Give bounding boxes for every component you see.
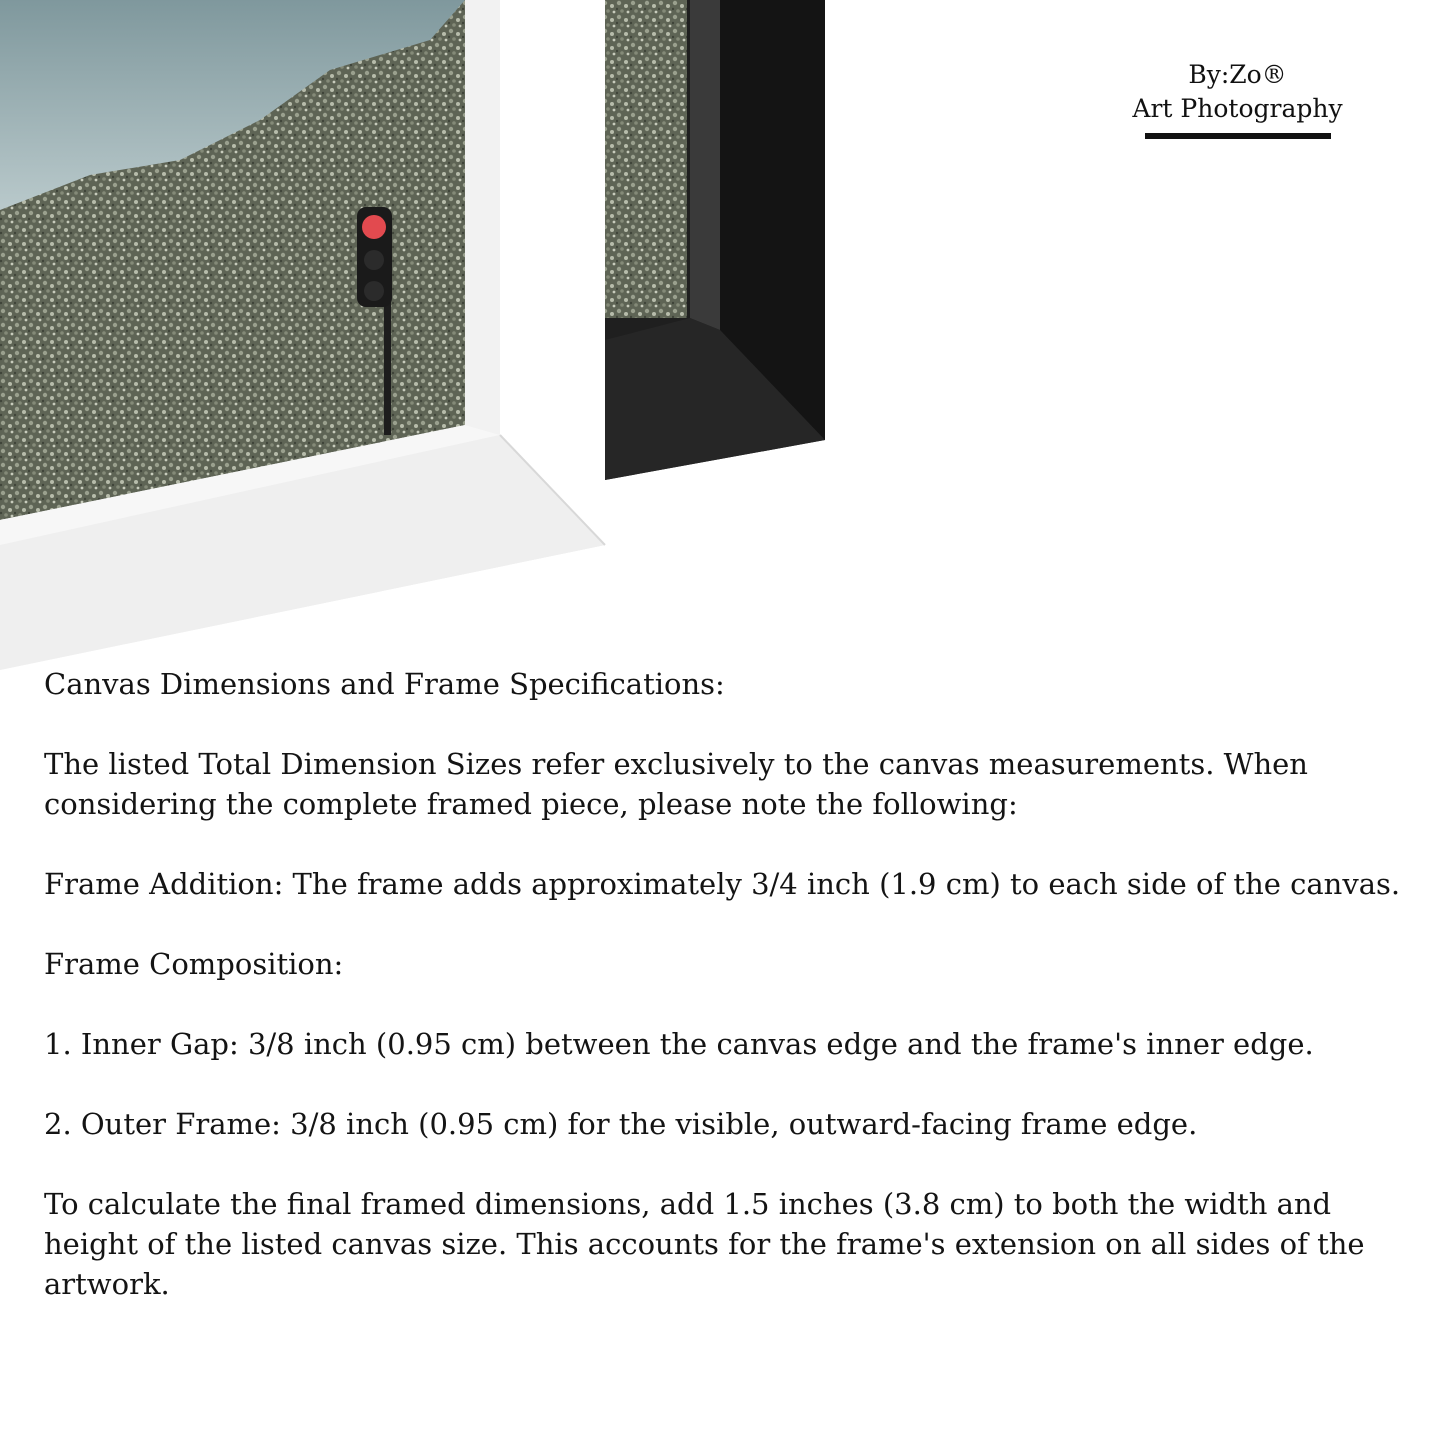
specs-calculation: To calculate the final framed dimensions, add 1.5 inches (3.8 cm) to both the width and height of the listed canvas size. This accounts for the frame's extension on all sides of the artwork. [44,1187,1365,1301]
specs-composition-heading: Frame Composition: [44,947,344,981]
white-frame [0,0,605,670]
specs-outer-frame: 2. Outer Frame: 3/8 inch (0.95 cm) for the visible, outward-facing frame edge. [44,1107,1198,1141]
brand-name: By:Zo® [1188,60,1287,89]
black-frame [605,0,825,480]
specs-frame-addition: Frame Addition: The frame adds approximately 3/4 inch (1.9 cm) to each side of the canvas. [44,867,1401,901]
specs-intro: The listed Total Dimension Sizes refer exclusively to the canvas measurements. When considering the complete framed piece, please note the following: [44,747,1308,821]
specs-inner-gap: 1. Inner Gap: 3/8 inch (0.95 cm) between the canvas edge and the frame's inner edge. [44,1027,1314,1061]
framed-artwork-photo [0,0,830,670]
specs-title: Canvas Dimensions and Frame Specifications: [44,667,725,701]
brand-tagline: Art Photography [1132,94,1343,123]
brand-logo [1110,58,1365,126]
frame-specifications [44,664,1434,1344]
brand-underline [1145,133,1331,139]
